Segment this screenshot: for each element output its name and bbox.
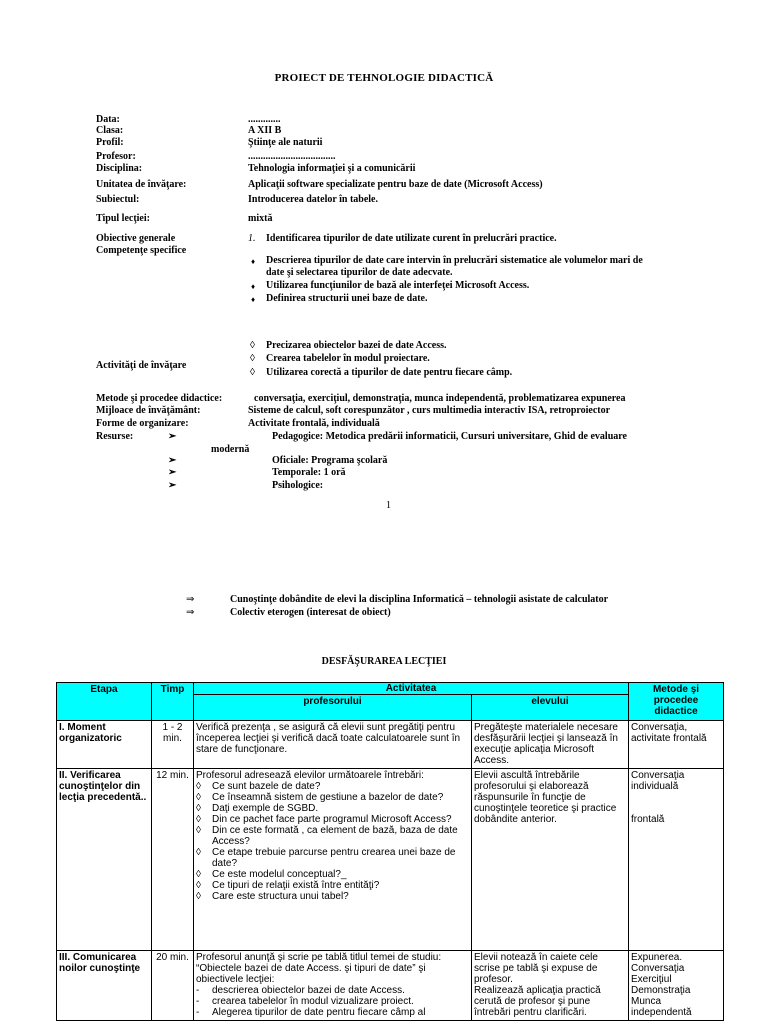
method-item: independentă [631,1007,692,1018]
header-profesorului: profesorului [194,695,472,721]
resources-temporal: Temporale: 1 oră [272,467,346,478]
list-item: ◊ Ce tipuri de relaţii există între entităţi? [196,880,380,891]
info-label-profil: Profil: [96,137,124,148]
list-item: ◊ Ce este modelul conceptual?_ [196,869,347,880]
resources-pedagogic: Pedagogice: Metodica predării informaticii, Cursuri universitare, Ghid de evaluare [272,431,627,442]
activities-label: Activităţi de învăţare [96,360,187,371]
info-label-disciplina: Disciplina: [96,163,143,174]
prereq-2: Colectiv eterogen (interesat de obiect) [230,607,391,618]
specific-competence-2: Utilizarea funcţiunilor de bază ale interfeţei Microsoft Access. [266,280,530,291]
info-label-clasa: Clasa: [96,125,124,136]
info-value-profesor: ................................... [248,151,336,162]
objectives-specific-label: Competenţe specifice [96,245,187,256]
row3-elev-2: Realizează aplicaţia practică cerută de profesor şi pune întrebări pentru clarificări. [474,985,601,1018]
lozenge-bullet-icon: ◊ [196,814,201,825]
specific-competence-3: Definirea structurii unei baze de date. [266,293,428,304]
activity-item-2: Crearea tabelelor în modul proiectare. [266,353,430,364]
method-item: Conversaţia [631,963,685,974]
lesson-table [56,682,724,1021]
arrowhead-bullet-icon: ➢ [168,431,177,442]
document-title: PROIECT DE TEHNOLOGIE DIDACTICĂ [274,72,494,84]
diamond-bullet-icon: ♦ [251,295,256,304]
row2-profesor-intro: Profesorul adresează elevilor următoarele întrebări: [196,770,424,781]
row2-etapa: II. Verificarea cunoştinţelor din lecţia precedentă.. [57,769,152,951]
list-item: - crearea tabelelor în modul vizualizare proiect. [196,996,414,1007]
lozenge-bullet-icon: ◊ [196,803,201,814]
method-item: Expunerea. [631,952,683,963]
arrowhead-bullet-icon: ➢ [168,455,177,466]
objective-general-text: Identificarea tipurilor de date utilizate curent în prelucrări practice. [266,233,557,244]
method-item: Demonstraţia [631,985,691,996]
list-item: ◊ Care este structura unui tabel? [196,891,349,902]
method-item: Munca [631,996,662,1007]
info-value-disciplina: Tehnologia informaţiei şi a comunicării [248,163,416,174]
row1-etapa: I. Moment organizatoric [57,721,152,769]
row1-profesor: Verifică prezenţa , se asigură că elevii sunt pregătiţi pentru începerea lecţiei şi verifică dacă toate calculatoarele sunt în stare de funcţionare. [194,721,472,769]
info-label-profesor: Profesor: [96,151,136,162]
spacer [631,792,721,814]
arrowhead-bullet-icon: ➢ [168,467,177,478]
activity-item-1: Precizarea obiectelor bazei de date Access. [266,340,447,351]
row2-timp: 12 min. [152,769,194,951]
info-value-data: ............. [248,114,281,125]
question-list [196,781,469,902]
row3-timp: 20 min. [152,951,194,1021]
header-metode: Metode şi procedee didactice [629,683,724,721]
header-activitatea: Activitatea [194,683,629,695]
row1-timp: 1 - 2 min. [152,721,194,769]
row2-elev: Elevii ascultă întrebările profesorului şi elaborează răspunsurile în funcţie de cunoştinţele teoretice şi practice dobândite anterior. [472,769,629,951]
row2-metode-2: frontală [631,814,665,825]
row3-elev-1: Elevii notează în caiete cele scrise pe tablă şi expuse de profesor. [474,952,598,985]
resources-official: Oficiale: Programa şcolară [272,455,388,466]
lozenge-bullet-icon: ◊ [250,340,255,351]
info-value-clasa: A XII B [248,125,282,136]
row3-metode [629,951,724,1021]
forms-label: Forme de organizare: [96,418,189,429]
list-item: ◊ Ce etape trebuie parcurse pentru crearea unei baze de date? [196,847,456,869]
lozenge-bullet-icon: ◊ [196,869,201,880]
objectives-general-label: Obiective generale [96,233,176,244]
means-label: Mijloace de învăţământ: [96,405,201,416]
lozenge-bullet-icon: ◊ [196,792,201,803]
diamond-bullet-icon: ♦ [251,257,256,266]
list-item: ◊ Ce sunt bazele de date? [196,781,321,792]
resources-pedagogic-cont: modernă [211,444,250,455]
prereq-1: Cunoştinţe dobândite de elevi la disciplina Informatică – tehnologii asistate de calculator [230,594,609,605]
method-item: Exerciţiul [631,974,672,985]
row2-metode-1: Conversaţia individuală [631,770,685,792]
specific-competence-1-cont: date şi selectarea tipurilor de date adecvate. [266,267,453,278]
row3-etapa: III. Comunicarea noilor cunoştinţe [57,951,152,1021]
info-value-unitatea: Aplicaţii software specializate pentru baze de date (Microsoft Access) [248,179,543,190]
list-item: ◊ Din ce pachet face parte programul Microsoft Access? [196,814,452,825]
info-label-tipul: Tipul lecţiei: [96,213,150,224]
lozenge-bullet-icon: ◊ [196,880,201,891]
page-number: 1 [386,500,391,511]
forms-value: Activitate frontală, individuală [248,418,380,429]
objective-list [196,985,469,1018]
header-elevului: elevului [472,695,629,721]
arrowhead-bullet-icon: ➢ [168,480,177,491]
list-item: ◊ Din ce este formată , ca element de bază, baza de date Access? [196,825,458,847]
header-etapa: Etapa [57,683,152,721]
methods-value: conversaţia, exerciţiul, demonstraţia, munca independentă, problematizarea expunerea [254,393,626,404]
list-item: ◊ Ce înseamnă sistem de gestiune a bazelor de date? [196,792,444,803]
header-timp: Timp [152,683,194,721]
list-item: - descrierea obiectelor bazei de date Access. [196,985,405,996]
info-label-data: Data: [96,114,120,125]
specific-competence-1: Descrierea tipurilor de date care intervin în prelucrări sistematice ale volumelor mari de [266,255,643,266]
info-value-profil: Ştiinţe ale naturii [248,137,323,148]
list-item: - Alegerea tipurilor de date pentru fiecare câmp al [196,1007,426,1018]
dash-bullet-icon: - [196,996,200,1007]
lozenge-bullet-icon: ◊ [196,825,201,836]
dash-bullet-icon: - [196,985,200,996]
row2-metode [629,769,724,951]
right-double-arrow-icon: ⇒ [186,594,195,605]
activity-item-3: Utilizarea corectă a tipurilor de date pentru fiecare câmp. [266,367,513,378]
resources-label: Resurse: [96,431,134,442]
section-title: DESFĂŞURAREA LECŢIEI [321,656,447,667]
info-value-tipul: mixtă [248,213,273,224]
row3-profesor-intro: Profesorul anunţă şi scrie pe tablă titlul temei de studiu: “Obiectele bazei de date Access. şi tipuri de date” şi obiectivele lecţiei: [196,952,442,985]
row2-profesor [194,769,472,951]
lozenge-bullet-icon: ◊ [196,891,201,902]
lozenge-bullet-icon: ◊ [250,353,255,364]
row3-profesor [194,951,472,1021]
right-double-arrow-icon: ⇒ [186,607,195,618]
row1-elev: Pregăteşte materialele necesare desfăşurării lecţiei şi lansează în execuţie aplicaţia Microsoft Access. [472,721,629,769]
row1-metode: Conversaţia, activitate frontală [629,721,724,769]
lozenge-bullet-icon: ◊ [250,367,255,378]
lozenge-bullet-icon: ◊ [196,847,201,858]
info-label-subiectul: Subiectul: [96,194,140,205]
means-value: Sisteme de calcul, soft corespunzător , curs multimedia interactiv ISA, retroproiector [248,405,611,416]
resources-psych: Psihologice: [272,480,324,491]
dash-bullet-icon: - [196,1007,200,1018]
objective-number: 1. [248,233,256,244]
lozenge-bullet-icon: ◊ [196,781,201,792]
info-label-unitatea: Unitatea de învăţare: [96,179,187,190]
methods-label: Metode şi procedee didactice: [96,393,223,404]
info-value-subiectul: Introducerea datelor în tabele. [248,194,378,205]
row3-elev [472,951,629,1021]
diamond-bullet-icon: ♦ [251,282,256,291]
list-item: ◊ Daţi exemple de SGBD. [196,803,319,814]
